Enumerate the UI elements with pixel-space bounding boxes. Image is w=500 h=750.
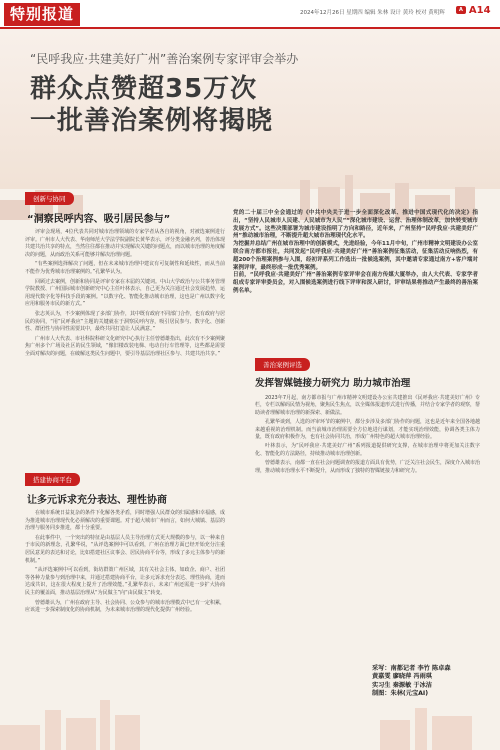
paragraph: 孔繁华谈到，人选的评审环节的案例中，都分步涉及多部门协作的问题，这也是近年来全国各地越来越重视的治理机制。而当前城市治理需要全方位地进行谋划，才能实现治理效能，协调各类主体力量，既有政府积极作为，也有社会协同共治，形成广州特色的超大城市治理经验。 <box>255 419 481 441</box>
lead-box <box>233 210 478 335</box>
section-title: 发挥智媒链接力研究力 助力城市治理 <box>255 378 411 389</box>
paragraph: 张志英认为，不少案例体现了多部门协作，其中既有政府不同部门合作，也有政府与居民的协同，“用”民呼我应”主题的关键就在于洞察民呼内容，吸引居民参与、数字化、创新性、群团性与协同性需要其中，最终共同打造让人民满意。” <box>25 310 226 333</box>
headline-line-1: 群众点赞超35万次 <box>30 74 258 104</box>
lead-paragraph: 为挖掘并总结广州在城市治理中的创新模式，先进经验，今年11月中旬，广州市精神文明建设办公室联合南方都市报社，共同发起“民呼我应·共建美好广州”善治案例征集活动，征集活动反响热烈，有超200个治理案例参与入围，经初评系列工作选出一批候选案例，其中邀请专家通过南方+客户端对案例评审，最终形成一批优秀案例。 <box>233 241 478 271</box>
section-badge: 搭建协商平台 <box>25 473 80 486</box>
section-consultation <box>25 467 225 617</box>
page-number-text: A14 <box>468 5 491 16</box>
section-title: “洞察民呼内容、吸引居民参与” <box>27 214 171 225</box>
paragraph: 回顾过去案例，创新和协同是评审专家在本届的关键词。中山大学政治与公共事务管理学院教授、广州国际城市创新研究中心主任叶林表示，自己更为关注通过社会发展趋势，运用现代数字化等科技手段的案例。“以数字化、智能化推动城市治理，这也是广州以数字化应用和服务市民的新方式。” <box>25 278 226 308</box>
credit-line: 制图：朱林(元宝AI) <box>372 690 429 698</box>
paragraph: 在城市系统日益复杂的条件下化解各类矛盾，同时增强人民群众的归属感和幸福感，成为推进城市治理现代化必须解决的重要课题。对于超大城市广州而言，如何大城镇、基层的治理与服务同步推进，都十分重要。 <box>25 510 226 532</box>
paragraph: 曾德雄认为，广州在政府主导、社会协同、公众参与的城市治理模式中已有一定积累，应该进一步探索制度化的协商机制，为未来城市治理的现代化提供广州经验。 <box>25 599 226 614</box>
credit-line: 黄嘉雯 廖晓萍 冯雨琪 <box>372 673 432 681</box>
lead-paragraph: 日前，“民呼我应·共建美好广州”善治案例专家评审会在南方传媒大厦举办，由人大代表、专家学者组成专家评审委员会，对入围候选案例进行线下评审和深入研讨，评审结果将推动产生最终的善治案例名单。 <box>233 272 478 294</box>
page-number <box>456 5 491 16</box>
credit-line: 采写：南都记者 李竹 陈卓森 <box>372 665 451 672</box>
bottom-decoration <box>0 690 500 750</box>
section-badge: 创新与协同 <box>25 192 74 205</box>
page-badge: A <box>456 6 466 14</box>
credit-line: 实习生 秦源敏 于冰洁 <box>372 681 432 689</box>
section-badge: 善治案例评选 <box>255 358 310 371</box>
section-tag: 特别报道 <box>4 3 80 26</box>
issue-meta: 2024年12月26日 星期四 编辑 朱林 设计 黄玲 校对 黄明辉 <box>300 10 445 16</box>
sub-headline: “民呼我应·共建美好广州”善治案例专家评审会举办 <box>30 52 299 66</box>
section-media <box>255 352 480 477</box>
paragraph: 在此事件中，一个突出的特征是由基层人员主导治理方式更大规模的参与，以一种来自于市民的新理念，孔繁华说，“从评选案例中可以看到，广州在治理方面已经开始充分注重居民意见的表达和讨论，比如搭建社区议事会、居民协商平台等，形成了多元主体参与的新机制。” <box>25 534 226 564</box>
paragraph: 叶林表示，为“民呼我应·共建美好广州”系列报道提供研究支撑，在城市治理中将更加关注数字化、智能化的方法路径，持续推动城市治理创新。 <box>255 443 480 457</box>
headline-line-2: 一批善治案例将揭晓 <box>30 106 274 136</box>
paragraph: 评审会现场，4位代表共同对城市治理领域的专家学者从各自的视角，对被选案例进行评审。广州市人大代表、华南师范大学法学院副院长黄华表示，评分类金融名列，善治体现共建共治共享的特点，当然往往都在推动并实现解决关键的问题点，而以城市治理的角度解决的问题，从而政治关系可能够并解决治理问题。 <box>25 229 226 258</box>
section-title: 让多元诉求充分表达、理性协商 <box>27 495 167 506</box>
lead-paragraph: 党的二十届三中全会通过的《中共中央关于进一步全面深化改革、推进中国式现代化的决定》指出，“坚持人民城市人民建、人民城市为人民”“深化城市建设、运营、治理体制改革，加快转变城市发展方式”。这些决策部署为城市建设指明了方向和路径，近年来，广州坚持“民呼我应·共建美好广州”推动城市治理，不断提升超大城市治理现代化水平。 <box>233 210 478 240</box>
section-innovation <box>25 186 225 361</box>
paragraph: “从评选案例中可以看到，街坊群策广州区域，其有关社会主体，如政企、商户、社团等各种力量参与到治理中来，并通过搭建协商平台，让多元诉求充分表达、理性协商，进而达成共识，这在很大程度上提升了治理效能。”孔繁华表示，未来广州还需进一步扩大协商民主的覆盖面，推动基层治理从“为民做主”向“由民做主”转变。 <box>25 567 226 596</box>
paragraph: 广州市人大代表、市社科院科研文化研究中心执行主任曾德雄指出，此次有不少案例聚焦广州多个广场及社区的民生领域，“像旧楼改装电梯、电动自行车管理等，这些都是需要全面对解决的问题，在破解这类民生问题中，要引导基层治理社区参与、共建共治共享。” <box>25 335 226 357</box>
paragraph: “有些案例选择解决了问题，但在未来城市治理中建议有可复制性和延续性，而从当前不能作为优秀城市治理案例的。”孔繁华认为。 <box>25 261 225 275</box>
top-bar <box>0 0 500 29</box>
paragraph: 曾德雄表示，南都一直在社会问题调查的报道方面具有优势，广泛关注社会民生，深度介入城市治理，推动城市治理水平不断提升，从而形成了独特的智媒链接力和研究力。 <box>255 460 481 474</box>
paragraph: 2023年7月起，南方都市报与广州市精神文明建设办公室共建推出《民呼我应·共建美好广州》专栏，专栏以解码民情为视角，聚焦民生焦点，以全媒体报道形式进行传播，并结合专家学者的观察，帮助读者理解城市治理的新探索、新做法。 <box>255 395 481 416</box>
